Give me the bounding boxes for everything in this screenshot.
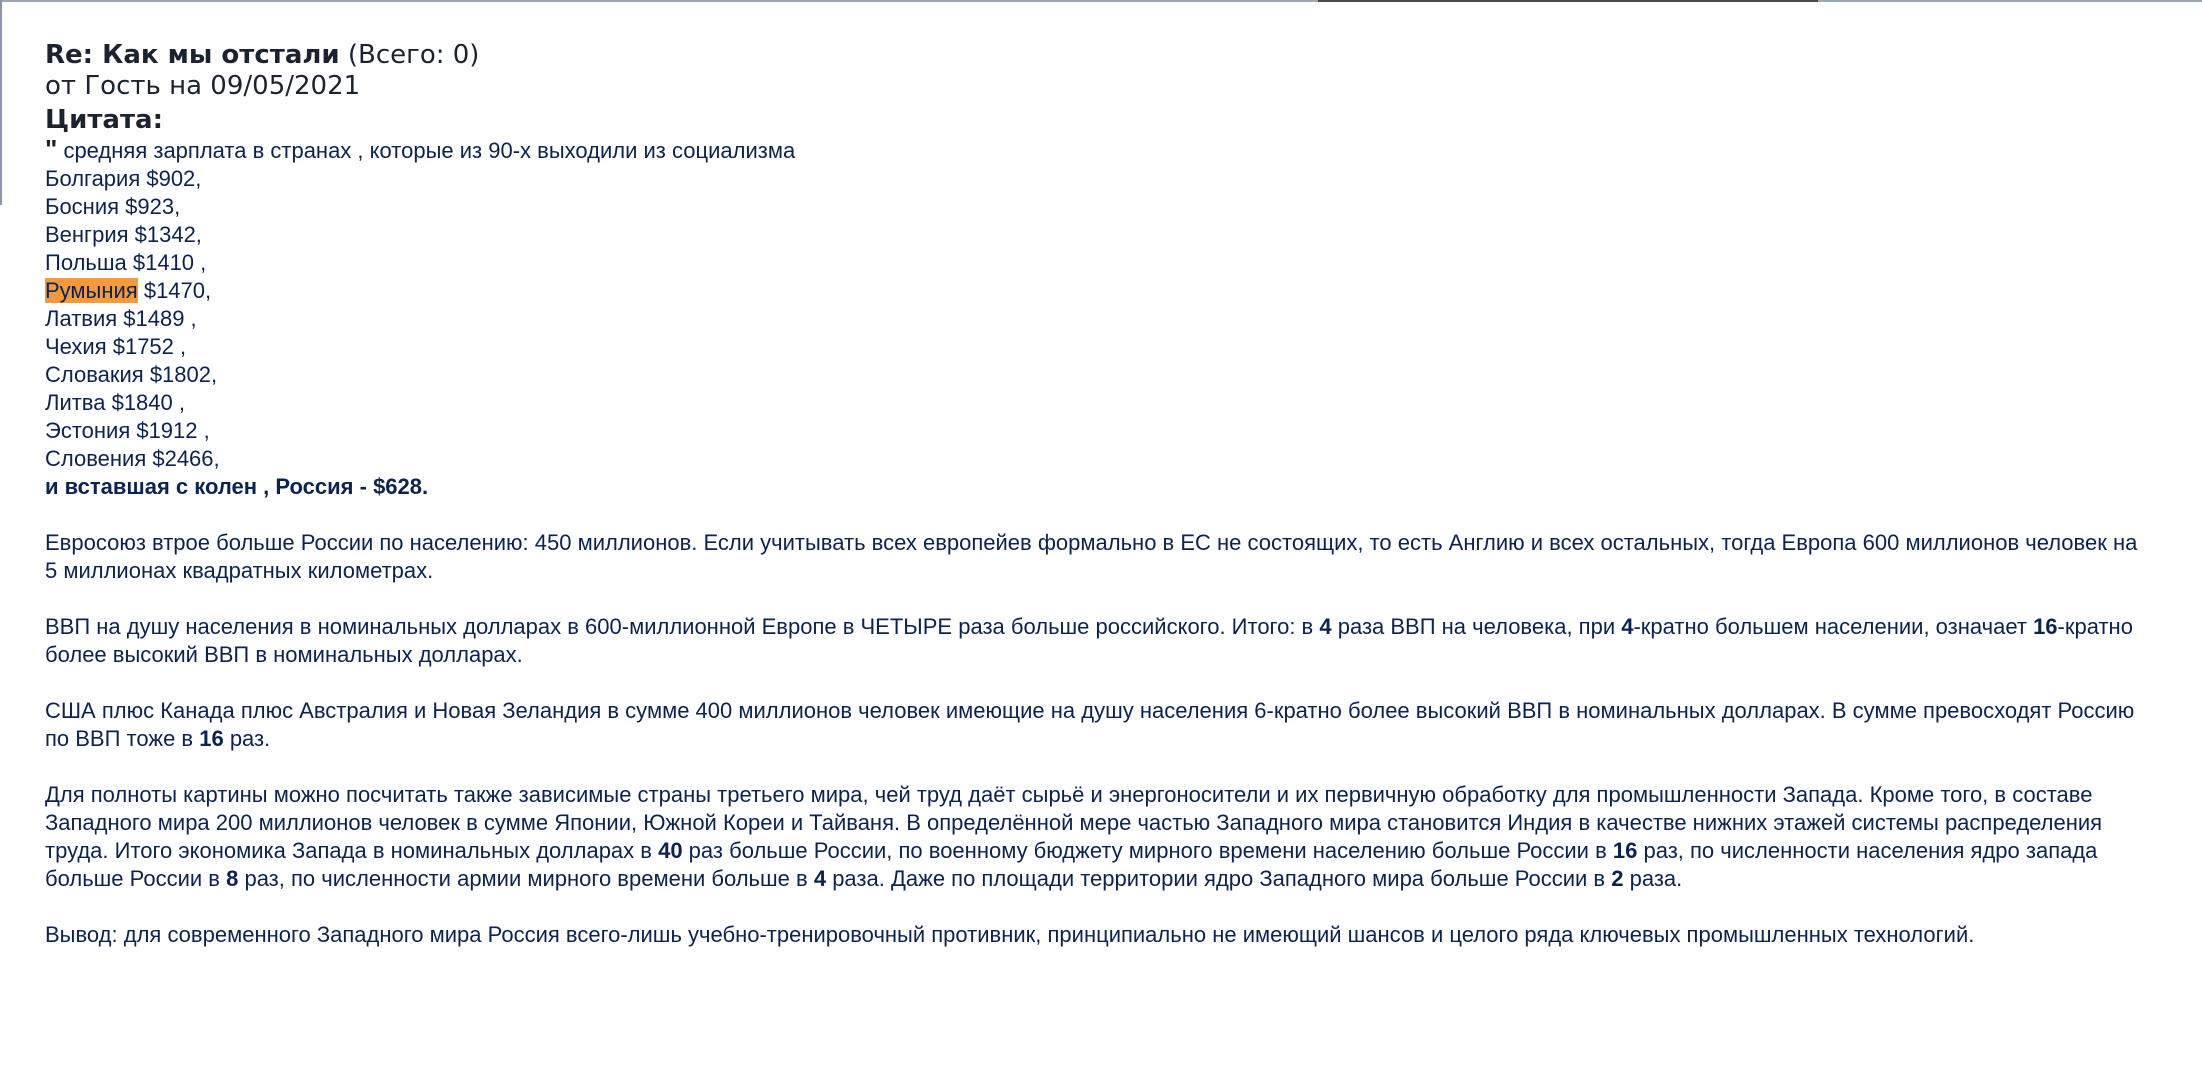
bold-number: 16: [199, 726, 224, 751]
post-header: [45, 40, 2155, 71]
paragraph-eu-population: Евросоюз втрое больше России по населению: 450 миллионов. Если учитывать всех европейев формально в ЕС не состоящих, то есть Англию и всех остальных, тогда Европа 600 миллионов человек на 5 миллионах квадратных километрах.: [45, 530, 2138, 583]
window-top-border: [0, 0, 2202, 2]
bold-number: 40: [658, 838, 683, 863]
quote-intro: средняя зарплата в странах , которые из 90-х выходили из социализма: [57, 138, 796, 163]
bold-number: 8: [226, 866, 239, 891]
forum-post: [45, 40, 2155, 949]
salary-line: Эстония $1912 ,: [45, 418, 210, 443]
window-left-border: [0, 0, 2, 205]
bold-number: 16: [1612, 838, 1638, 863]
russia-salary-line: и вставшая с колен , Россия - $628.: [45, 474, 429, 499]
text-run: раз.: [223, 726, 271, 751]
paragraph-conclusion: Вывод: для современного Западного мира Россия всего-лишь учебно-тренировочный противник, принципиально не имеющий шансов и целого ряда ключевых промышленных технологий.: [45, 922, 1975, 947]
bold-number: 4: [1621, 614, 1634, 639]
post-meta: от Гость на 09/05/2021: [45, 71, 361, 101]
salary-line: Латвия $1489 ,: [45, 306, 197, 331]
text-run: раза.: [1623, 866, 1683, 891]
salary-line: Чехия $1752 ,: [45, 334, 187, 359]
text-run: раза. Даже по площади территории ядро Западного мира больше России в: [826, 866, 1612, 891]
text-run: раз, по численности армии мирного времени больше в: [238, 866, 814, 891]
bold-number: 16: [2033, 614, 2058, 639]
paragraph-western-world: [45, 781, 2155, 893]
text-run: -кратно более высокий ВВП в номинальных долларах.: [45, 614, 2133, 667]
post-title[interactable]: Re: Как мы отстали: [45, 40, 340, 70]
quote-body: [45, 135, 2155, 501]
reply-count: (Всего: 0): [347, 40, 480, 70]
text-run: -кратно большем населении, означает: [1633, 614, 2034, 639]
window-top-border-accent: [1318, 0, 1818, 2]
salary-line: Болгария $902,: [45, 166, 202, 191]
text-run: раз, по численности населения ядро запада больше России в: [45, 838, 2098, 891]
bold-number: 4: [813, 866, 827, 891]
salary-line: Босния $923,: [45, 194, 181, 219]
text-run: Для полноты картины можно посчитать также зависимые страны третьего мира, чей труд даёт сырьё и энергоносители и их первичную обработку для промышленности Запада. Кроме того, в составе Западного мира 200 миллионов человек в сумме Японии, Южной Кореи и Тайваня. В определённой мере частью Западного мира становится Индия в качестве нижних этажей системы распределения труда. Итого экономика Запада в номинальных долларах в: [45, 782, 2103, 863]
paragraph-gdp-per-capita: [45, 613, 2155, 669]
salary-line: Польша $1410 ,: [45, 250, 207, 275]
bold-number: 4: [1319, 614, 1332, 639]
text-run: раз больше России, по военному бюджету мирного времени населению больше России в: [682, 838, 1613, 863]
salary-line: Словения $2466,: [45, 446, 220, 471]
salary-line: Литва $1840 ,: [45, 390, 185, 415]
quote-label: Цитата:: [45, 105, 163, 135]
text-run: ВВП на душу населения в номинальных долларах в 600-миллионной Европе в ЧЕТЫРЕ раза больше российского. Итого: в: [45, 614, 1320, 639]
salary-line: Словакия $1802,: [45, 362, 218, 387]
quote-mark: ": [45, 134, 58, 164]
search-highlight: Румыния: [45, 278, 138, 303]
salary-line: Венгрия $1342,: [45, 222, 202, 247]
text-run: США плюс Канада плюс Австралия и Новая Зеландия в сумме 400 миллионов человек имеющие на душу населения 6-кратно более высокий ВВП в номинальных долларах. В сумме превосходят Россию по ВВП тоже в: [45, 698, 2135, 751]
salary-value: $1470,: [137, 278, 212, 303]
text-run: раза ВВП на человека, при: [1331, 614, 1622, 639]
quote-intro-line: [45, 135, 2155, 165]
salary-line-highlighted: [45, 277, 2155, 305]
paragraph-anglosphere: [45, 697, 2155, 753]
bold-number: 2: [1611, 866, 1624, 891]
